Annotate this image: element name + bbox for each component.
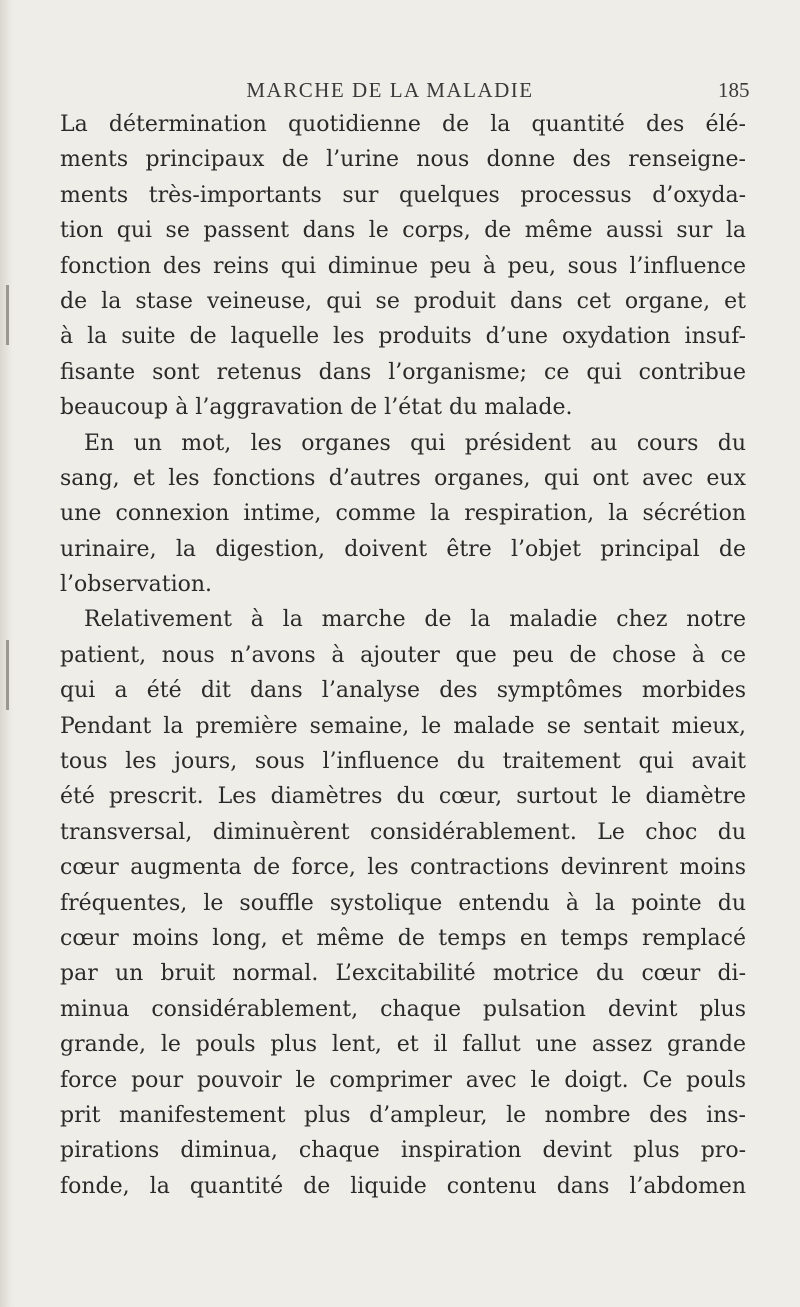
text-line: grande, le pouls plus lent, et il fallut une assez grande [60,1032,746,1058]
text-line: minua considérablement, chaque pulsation devint plus [60,996,746,1022]
text-line: fonction des reins qui diminue peu à peu, sous l’influence [60,253,746,279]
text-line: ments principaux de l’urine nous donne des renseigne- [60,147,746,173]
margin-mark [6,640,9,710]
text-line: sang, et les fonctions d’autres organes, qui ont avec eux [60,465,746,491]
text-line: l’observation. [60,572,213,598]
text-line: à la suite de laquelle les produits d’une oxydation insuf- [60,324,746,350]
text-line: ments très-importants sur quelques processus d’oxyda- [60,182,746,208]
text-line: patient, nous n’avons à ajouter que peu de chose à ce [60,642,746,668]
text-line: de la stase veineuse, qui se produit dans cet organe, et [60,288,746,314]
text-line: En un mot, les organes qui président au cours du [84,430,746,456]
page-number: 185 [718,78,750,102]
text-line: Relativement à la marche de la maladie chez notre [84,607,746,633]
margin-mark [6,285,9,345]
text-line: transversal, diminuèrent considérablement. Le choc du [60,819,746,845]
text-line: La détermination quotidienne de la quantité des élé- [60,112,746,137]
text-line: été prescrit. Les diamètres du cœur, surtout le diamètre [60,784,746,810]
text-line: fréquentes, le souffle systolique entendu à la pointe du [60,890,746,916]
text-line: par un bruit normal. L’excitabilité motrice du cœur di- [60,961,746,987]
text-line: Pendant la première semaine, le malade se sentait mieux, [60,713,746,739]
text-line: pirations diminua, chaque inspiration devint plus pro- [60,1138,746,1164]
text-line: force pour pouvoir le comprimer avec le doigt. Ce pouls [60,1067,746,1093]
text-line: cœur moins long, et même de temps en temps remplacé [60,925,746,951]
text-line: tion qui se passent dans le corps, de même aussi sur la [60,218,746,244]
text-line: urinaire, la digestion, doivent être l’objet principal de [60,536,746,562]
text-line: beaucoup à l’aggravation de l’état du malade. [60,395,573,421]
text-line: fonde, la quantité de liquide contenu dans l’abdomen [60,1173,746,1199]
text-line: tous les jours, sous l’influence du traitement qui avait [60,749,746,775]
text-line: fisante sont retenus dans l’organisme; ce qui contribue [60,359,746,385]
text-line: prit manifestement plus d’ampleur, le nombre des ins- [60,1102,746,1128]
text-line: qui a été dit dans l’analyse des symptômes morbides [60,678,746,704]
text-line: cœur augmenta de force, les contractions devinrent moins [60,855,746,881]
running-header: MARCHE DE LA MALADIE [246,78,534,102]
text-line: une connexion intime, comme la respiration, la sécrétion [60,501,746,527]
body-text [60,107,746,1204]
